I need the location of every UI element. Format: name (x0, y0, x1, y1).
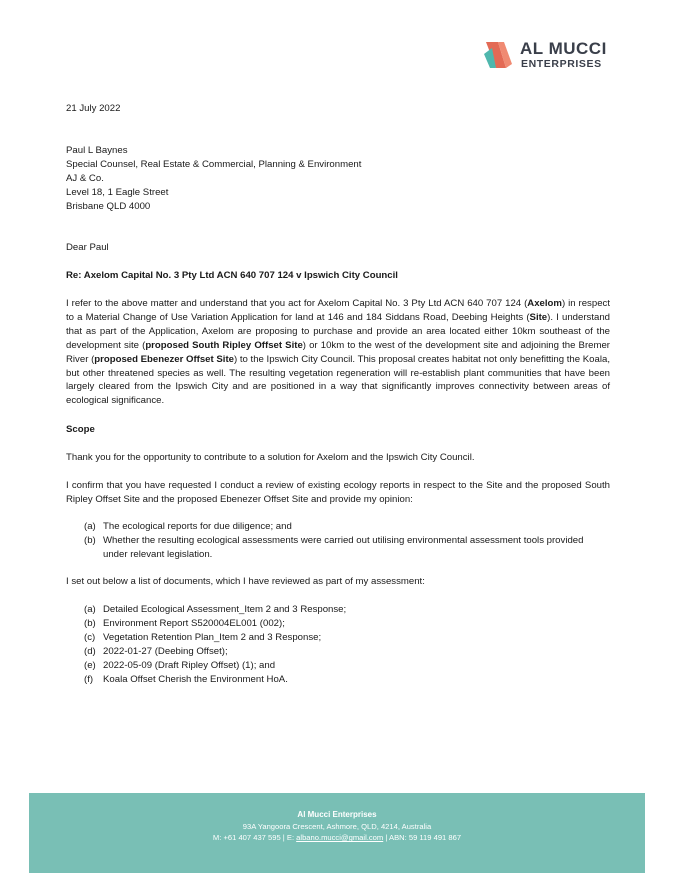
list-item: (b) Environment Report S520004EL001 (002); (84, 617, 285, 629)
defined-term-ebenezer: proposed Ebenezer Offset Site (94, 353, 234, 365)
confirm-paragraph: I confirm that you have requested I conduct a review of existing ecology reports in respect to the Site and the proposed South Ripley Offset Site and the proposed Ebenezer Offset Site and provide my opinion: (66, 480, 610, 505)
footer-email-link[interactable]: albano.mucci@gmail.com (296, 833, 384, 843)
list-item: (d) 2022-01-27 (Deebing Offset); (84, 645, 228, 657)
list-item: (a) The ecological reports for due diligence; and (84, 521, 292, 532)
logo-mark-icon (484, 38, 518, 72)
recipient-name: Paul L Baynes (66, 145, 128, 156)
letter-date: 21 July 2022 (66, 103, 121, 114)
recipient-address-line-2: Brisbane QLD 4000 (66, 200, 151, 212)
list-item: (e) 2022-05-09 (Draft Ripley Offset) (1); and (84, 659, 276, 671)
scope-heading: Scope (66, 424, 95, 435)
intro-paragraph: I refer to the above matter and understand that you act for Axelom Capital No. 3 Pty Ltd ACN 640 707 124 (Axelom) in respect to a Material Change of Use Variation Application for land at 146 and 184 Siddans Road, Deebing Heights (Site). I understand that as part of the Application, Axelom are proposing to purchase and provide an area located either 10km southeast of the development site (proposed South Ripley Offset Site) or 10km to the west of the development site and adjoining the Bremer River (proposed Ebenezer Offset Site) to the Ipswich City Council. This proposal creates habitat not only benefitting the Koala, but other threatened species as well. The resulting vegetation regeneration will re-establish plant communities that have been largely cleared from the Ipswich City and are positioned in a way that significantly improves connectivity between areas of ecological significance. (66, 298, 610, 407)
footer-contact: M: +61 407 437 595 | E: albano.mucci@gmail.com | ABN: 59 119 491 867 (212, 833, 462, 843)
documents-intro: I set out below a list of documents, which I have reviewed as part of my assessment: (66, 576, 425, 587)
recipient-address-line-1: Level 18, 1 Eagle Street (66, 186, 169, 198)
brand-name: AL MUCCI (520, 39, 607, 58)
recipient-company: AJ & Co. (66, 172, 104, 184)
list-item: (c) Vegetation Retention Plan_Item 2 and 3 Response; (84, 631, 322, 643)
footer-company: Al Mucci Enterprises (297, 810, 377, 819)
opinion-list (66, 520, 610, 562)
list-item: (a) Detailed Ecological Assessment_Item 2 and 3 Response; (84, 604, 347, 615)
brand-subtitle: ENTERPRISES (521, 58, 602, 70)
salutation: Dear Paul (66, 242, 109, 253)
company-logo (484, 36, 614, 76)
documents-list (66, 603, 610, 686)
footer-banner (29, 793, 645, 873)
list-item: (f) Koala Offset Cherish the Environment HoA. (84, 673, 288, 685)
defined-term-axelom: Axelom (527, 298, 562, 309)
defined-term-south-ripley: proposed South Ripley Offset Site (145, 339, 303, 351)
thanks-paragraph: Thank you for the opportunity to contribute to a solution for Axelom and the Ipswich City Council. (66, 452, 475, 463)
subject-line: Re: Axelom Capital No. 3 Pty Ltd ACN 640 707 124 v Ipswich City Council (66, 270, 398, 281)
footer-address: 93A Yangoora Crescent, Ashmore, QLD, 4214, Australia (242, 821, 432, 831)
list-item: (b) Whether the resulting ecological assessments were carried out utilising environmental assessment tools provided under relevant legislation. (84, 534, 584, 560)
defined-term-site: Site (529, 311, 548, 323)
recipient-title: Special Counsel, Real Estate & Commercial, Planning & Environment (66, 158, 362, 170)
recipient-block (66, 144, 610, 214)
